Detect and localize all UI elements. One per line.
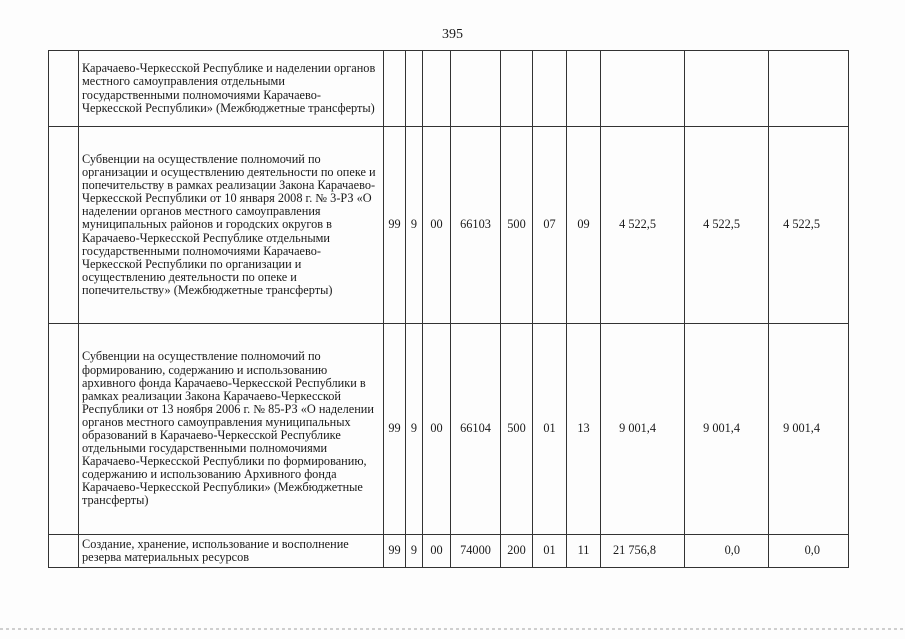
table-row [49,324,849,535]
description-cell: Создание, хранение, использование и восполнение резерва материальных ресурсов [79,535,384,568]
code-cell [451,51,501,127]
amount-cell: 9 001,4 [685,324,769,535]
code-cell: 66103 [451,127,501,324]
code-cell: 500 [501,127,533,324]
code-cell: 74000 [451,535,501,568]
amount-cell: 21 756,8 [601,535,685,568]
table-row [49,535,849,568]
code-cell: 99 [384,535,406,568]
description-cell: Субвенции на осуществление полномочий по организации и осуществлению деятельности по опеке и попечительству в рамках реализации Закона Карачаево-Черкесской Республики от 10 января 2008 г. № 3-РЗ «О наделении органов местного самоуправления муниципальных районов и городских округов в Карачаево-Черкесской Республике отдельными государственными полномочиями Карачаево-Черкесской Республики по организации и осуществлению деятельности по опеке и попечительству» (Межбюджетные трансферты) [79,127,384,324]
code-cell: 07 [533,127,567,324]
amount-cell: 9 001,4 [769,324,849,535]
code-cell: 13 [567,324,601,535]
code-cell: 01 [533,535,567,568]
table-row [49,51,849,127]
code-cell: 09 [567,127,601,324]
code-cell: 01 [533,324,567,535]
page-number: 395 [442,27,463,42]
row-marker-cell [49,324,79,535]
row-marker-cell [49,127,79,324]
code-cell: 99 [384,324,406,535]
page-bottom-edge [0,628,905,630]
code-cell: 9 [406,324,423,535]
code-cell: 66104 [451,324,501,535]
budget-table [48,50,849,568]
amount-cell [769,51,849,127]
row-marker-cell [49,535,79,568]
amount-cell: 4 522,5 [769,127,849,324]
table-row [49,127,849,324]
code-cell: 200 [501,535,533,568]
code-cell: 00 [423,127,451,324]
amount-cell: 9 001,4 [601,324,685,535]
description-cell: Субвенции на осуществление полномочий по формированию, содержанию и использованию архивного фонда Карачаево-Черкесской Республики в рамках реализации Закона Карачаево-Черкесской Республики от 13 ноября 2006 г. № 85-РЗ «О наделении органов местного самоуправления муниципальных образований в Карачаево-Черкесской Республике отдельными государственными полномочиями Карачаево-Черкесской Республики по формированию, содержанию и использованию Архивного фонда Карачаево-Черкесской Республики» (Межбюджетные трансферты) [79,324,384,535]
amount-cell: 4 522,5 [601,127,685,324]
code-cell: 500 [501,324,533,535]
code-cell: 9 [406,127,423,324]
code-cell: 99 [384,127,406,324]
amount-cell [685,51,769,127]
code-cell: 11 [567,535,601,568]
code-cell [423,51,451,127]
amount-cell: 0,0 [769,535,849,568]
code-cell: 00 [423,535,451,568]
code-cell [533,51,567,127]
amount-cell: 4 522,5 [685,127,769,324]
amount-cell [601,51,685,127]
code-cell [567,51,601,127]
code-cell [406,51,423,127]
code-cell: 9 [406,535,423,568]
description-cell: Карачаево-Черкесской Республике и наделении органов местного самоуправления отдельными государственными полномочиями Карачаево-Черкесской Республики» (Межбюджетные трансферты) [79,51,384,127]
code-cell [384,51,406,127]
code-cell [501,51,533,127]
row-marker-cell [49,51,79,127]
code-cell: 00 [423,324,451,535]
amount-cell: 0,0 [685,535,769,568]
